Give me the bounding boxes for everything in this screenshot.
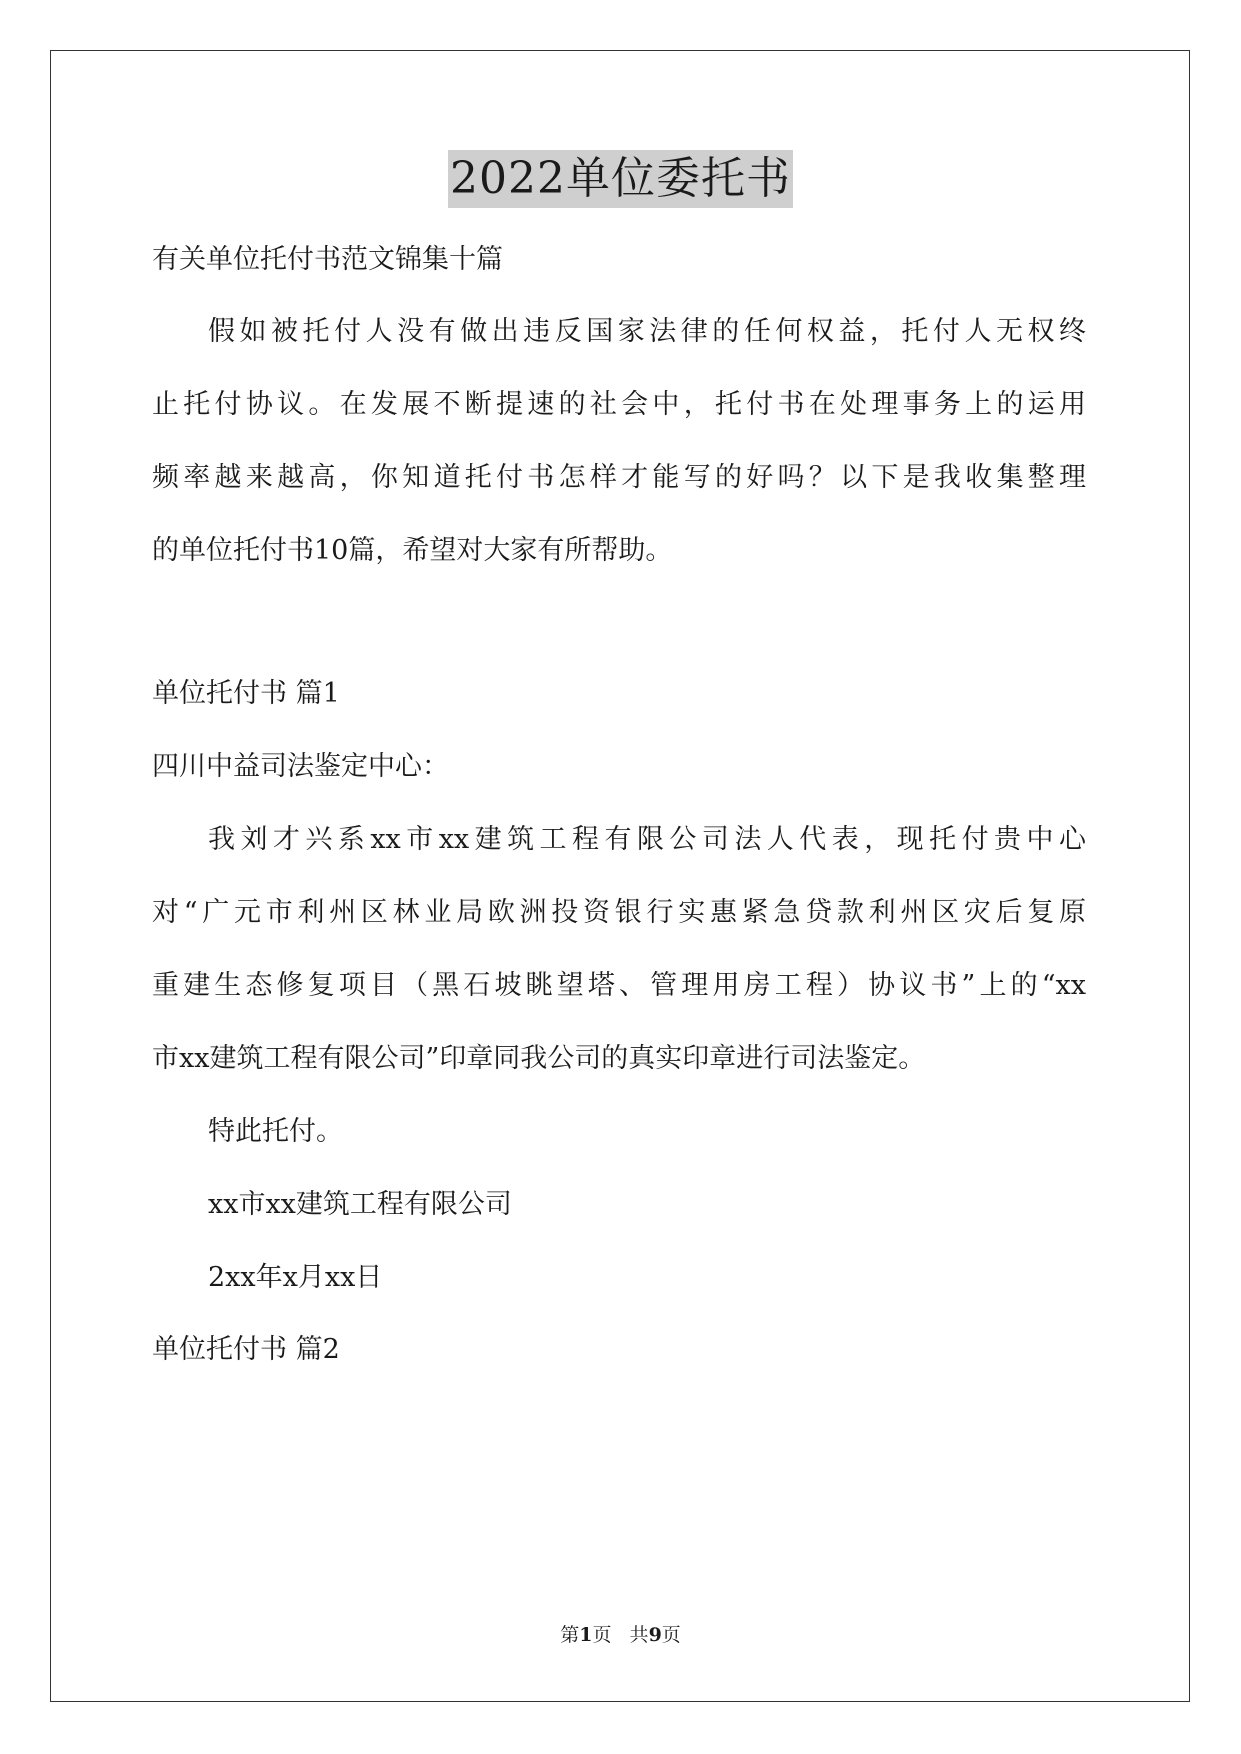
document-title: 2022单位委托书: [448, 150, 793, 208]
intro-line-2: 止托付协议。在发展不断提速的社会中，托付书在处理事务上的运用: [152, 389, 1086, 420]
signature-date: 2xx年x月xx日: [208, 1262, 383, 1293]
footer-suffix: 页: [661, 1624, 681, 1646]
page-border: [50, 50, 1190, 1702]
intro-line-4: 的单位托付书10篇，希望对大家有所帮助。: [152, 535, 673, 566]
title-wrap: [0, 150, 1241, 208]
page-footer: [0, 1622, 1241, 1648]
addressee: 四川中益司法鉴定中心：: [152, 751, 449, 782]
document-subtitle: 有关单位托付书范文锦集十篇: [152, 244, 503, 275]
closing-line: 特此托付。: [208, 1116, 343, 1147]
body-line-3: 重建生态修复项目（黑石坡眺望塔、管理用房工程）协议书”上的“xx: [152, 970, 1086, 1001]
body-line-4: 市xx建筑工程有限公司”印章同我公司的真实印章进行司法鉴定。: [152, 1043, 926, 1074]
footer-page-total: 9: [648, 1624, 662, 1646]
body-line-2: 对“广元市利州区林业局欧洲投资银行实惠紧急贷款利州区灾后复原: [152, 897, 1086, 928]
footer-prefix: 第: [560, 1624, 580, 1646]
intro-line-1: 假如被托付人没有做出违反国家法律的任何权益，托付人无权终: [208, 316, 1086, 347]
signature-company: xx市xx建筑工程有限公司: [208, 1189, 512, 1220]
footer-mid: 页 共: [592, 1624, 649, 1646]
body-line-1: 我刘才兴系xx市xx建筑工程有限公司法人代表，现托付贵中心: [208, 824, 1086, 855]
section-2-heading: 单位托付书 篇2: [152, 1334, 340, 1365]
intro-line-3: 频率越来越高，你知道托付书怎样才能写的好吗？以下是我收集整理: [152, 462, 1086, 493]
footer-page-number: 1: [579, 1624, 593, 1646]
section-1-heading: 单位托付书 篇1: [152, 678, 340, 709]
